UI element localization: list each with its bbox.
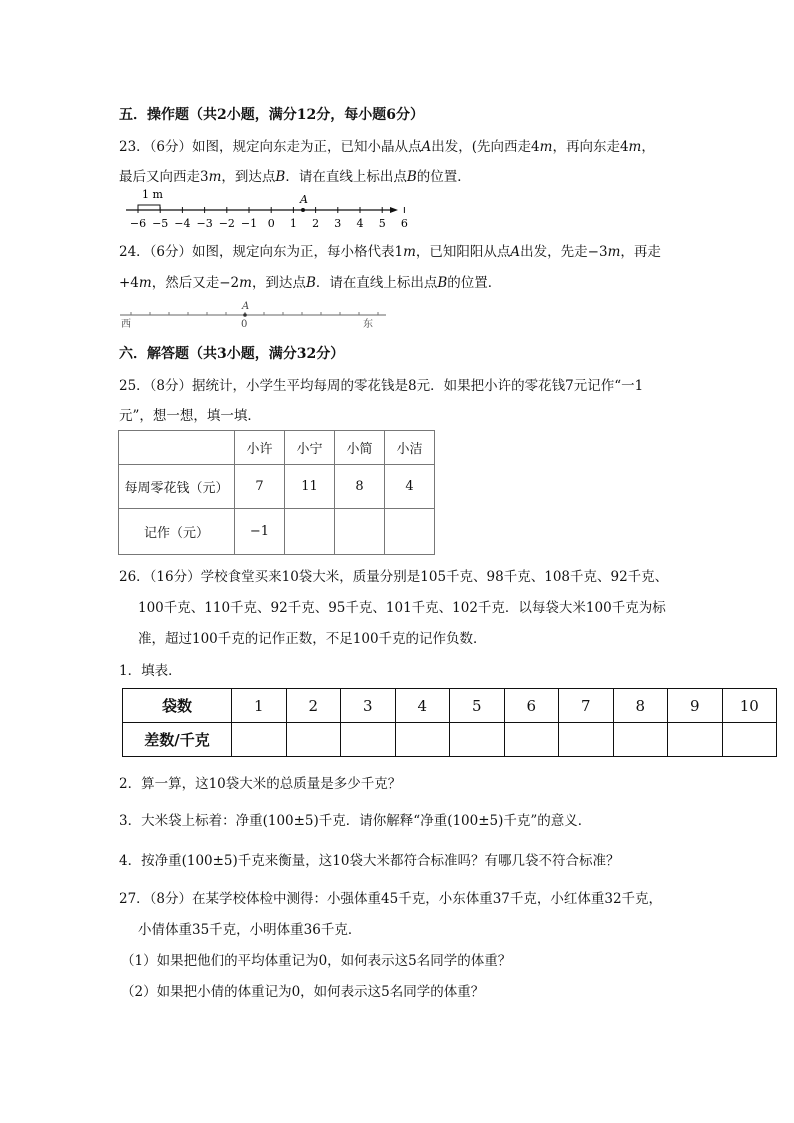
q26-line-1: 26．（16分）学校食堂买来10袋大米，质量分别是105千克、98千克、108千克、92千克、 (119, 569, 669, 585)
bag-number: 5 (450, 689, 505, 723)
rice-bag-table (122, 688, 777, 757)
difference-cell[interactable] (613, 723, 668, 757)
q26-line-3: 准，超过100千克的记作正数，不足100千克的记作负数． (138, 631, 487, 647)
q26-sub-3: 3．大米袋上标着：净重(100±5)千克．请你解释“净重(100±5)千克”的意义． (119, 813, 592, 829)
difference-cell[interactable] (504, 723, 559, 757)
tick-label: −5 (152, 217, 169, 230)
q23-line-2: 最后又向西走3m，到达点B．请在直线上标出点B的位置． (119, 169, 471, 185)
difference-cell[interactable] (395, 723, 450, 757)
table-header-cell: 小许 (235, 431, 285, 465)
tick-label: 0 (267, 217, 275, 230)
q25-line-1: 25．（8分）据统计，小学生平均每周的零花钱是8元．如果把小许的零花钱7元记作“一1 (119, 378, 644, 394)
bag-number: 4 (395, 689, 450, 723)
table-row-label: 每周零花钱（元） (119, 465, 235, 509)
q27-part-1: （1）如果把他们的平均体重记为0，如何表示这5名同学的体重？ (121, 953, 512, 969)
table-header-cell: 小洁 (385, 431, 435, 465)
q24-line-2: +4m，然后又走−2m，到达点B．请在直线上标出点B的位置． (119, 275, 502, 291)
point-a-label: A (242, 301, 250, 312)
point-a (301, 208, 305, 212)
east-label: 东 (363, 319, 373, 330)
west-label: 西 (121, 319, 131, 330)
table-row-label: 记作（元） (119, 509, 235, 555)
table-cell: 7 (235, 465, 285, 509)
q26-line-2: 100千克、110千克、92千克、95千克、101千克、102千克．以每袋大米100千克为标 (138, 600, 666, 616)
tick-label: −6 (129, 217, 147, 230)
row-label-difference: 差数/千克 (123, 723, 232, 757)
table-cell: 11 (285, 465, 335, 509)
q26-sub-2: 2．算一算，这10袋大米的总质量是多少千克？ (119, 776, 402, 792)
bag-number: 8 (613, 689, 668, 723)
difference-cell[interactable] (450, 723, 505, 757)
bag-number: 9 (668, 689, 723, 723)
allowance-table (118, 430, 435, 555)
q24-line-1: 24．（6分）如图，规定向东为正，每小格代表1m，已知阳阳从点A出发，先走−3m，再走 (119, 244, 661, 260)
q26-sub-4: 4．按净重(100±5)千克来衡量，这10袋大米都符合标准吗？有哪几袋不符合标准？ (119, 853, 620, 869)
q23-number-line (118, 186, 408, 232)
bag-number: 10 (722, 689, 777, 723)
tick-label: 5 (378, 217, 386, 230)
section-5-heading: 五．操作题（共2小题，满分12分，每小题6分） (119, 107, 424, 123)
difference-cell[interactable] (286, 723, 341, 757)
bag-number: 7 (559, 689, 614, 723)
q23-line-1: 23．（6分）如图，规定向东走为正，已知小晶从点A出发，(先向西走4m，再向东走4m， (119, 139, 655, 155)
table-cell: 4 (385, 465, 435, 509)
difference-cell[interactable] (341, 723, 396, 757)
tick-label: 1 (289, 217, 297, 230)
table-cell: 8 (335, 465, 385, 509)
difference-cell[interactable] (232, 723, 287, 757)
table-header-cell: 小宁 (285, 431, 335, 465)
bag-number: 1 (232, 689, 287, 723)
tick-label: −2 (218, 217, 235, 230)
point-a-label: A (300, 193, 308, 206)
tick-label: −3 (196, 217, 213, 230)
q27-part-2: （2）如果把小倩的体重记为0，如何表示这5名同学的体重？ (121, 984, 485, 1000)
row-label-bags: 袋数 (123, 689, 232, 723)
q27-line-2: 小倩体重35千克，小明体重36千克． (138, 922, 362, 938)
tick-label: 3 (334, 217, 342, 230)
bag-number: 2 (286, 689, 341, 723)
table-cell-blank[interactable] (285, 509, 335, 555)
table-cell-blank[interactable] (335, 509, 385, 555)
tick-label: −4 (174, 217, 191, 230)
bag-number: 3 (341, 689, 396, 723)
tick-label: 6 (400, 217, 408, 230)
section-6-heading: 六．解答题（共3小题，满分32分） (119, 346, 345, 362)
table-cell-blank[interactable] (385, 509, 435, 555)
table-header-cell: 小简 (335, 431, 385, 465)
table-cell: −1 (235, 509, 285, 555)
unit-label: 1 m (142, 188, 163, 201)
q26-sub-1: 1．填表． (119, 663, 182, 679)
q27-line-1: 27．（8分）在某学校体检中测得：小强体重45千克，小东体重37千克，小红体重32千克， (119, 891, 663, 907)
bag-number: 6 (504, 689, 559, 723)
difference-cell[interactable] (722, 723, 777, 757)
tick-label: 2 (312, 217, 320, 230)
q24-number-line (118, 296, 388, 330)
q25-line-2: 元”，想一想，填一填． (119, 408, 261, 424)
difference-cell[interactable] (668, 723, 723, 757)
tick-label: 4 (356, 217, 364, 230)
table-header-cell (119, 431, 235, 465)
zero-label: 0 (241, 319, 248, 330)
difference-cell[interactable] (559, 723, 614, 757)
tick-label: −1 (240, 217, 258, 230)
point-a (243, 313, 247, 317)
